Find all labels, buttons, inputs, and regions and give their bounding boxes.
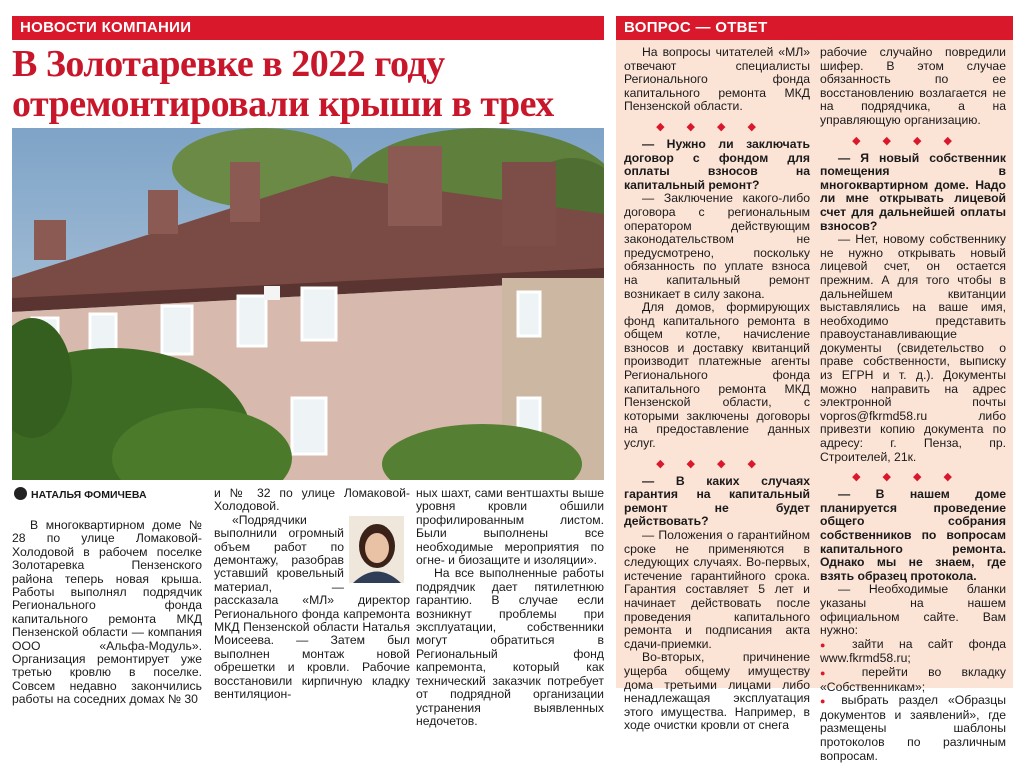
qa-column-right (820, 46, 1006, 763)
answer-2-continuation: рабочие случайно повредили шифер. В этом случае обязанность по ее восстановлению возлагается не на подрядчика, а на управляющую организацию. (820, 45, 1006, 127)
list-item: ● выбрать раздел «Образцы документов и заявлений», где размещены шаблоны протоколов по различным вопросам. (820, 693, 1006, 763)
divider-diamonds: ◆◆◆◆ (852, 134, 974, 147)
list-item: ● перейти во вкладку «Собственникам»; (820, 664, 1006, 694)
section-rubric-company-news: НОВОСТИ КОМПАНИИ (12, 16, 604, 40)
author-name: НАТАЛЬЯ ФОМИЧЕВА (31, 489, 147, 501)
answer-3: — Нет, новому собственнику не нужно открывать новый лицевой счет, он остается прежним. А для того чтобы в дальнейшем квитанции выставлялись на ваше имя, необходимо представить правоустанавливающие документы (свидетельство о праве собственности, выписку из ЕГРН и т. д.). Документы можно направить на адрес электронной почты vopros@fkrmd58.ru либо привезти копию документа по адресу: г. Пенза, пр. Строителей, 21к. (820, 232, 1006, 464)
article-paragraph: В многоквартирном доме № 28 по улице Ломаковой-Холодовой в рабочем поселке Золотаревка Пензенского района теперь новая крыша. Работы выполнял подрядчик Регионального фонда капитального ремонта МКД Пензенской области — компания ООО «Альфа-Модуль». Организация ремонтирует уже третью кровлю в поселке. Совсем недавно закончились работы на соседних домах № 30 (12, 518, 202, 707)
bullet-icon: ● (820, 639, 852, 650)
divider-diamonds: ◆◆◆◆ (656, 120, 778, 133)
qa-column-left (624, 46, 810, 733)
question-3: — Я новый собственник помещения в многоквартирном доме. Надо ли мне открывать лицевой счет для дальнейшей оплаты взносов? (820, 150, 1006, 233)
author-icon (14, 487, 27, 500)
list-item: ● зайти на сайт фонда www.fkrmd58.ru; (820, 636, 1007, 666)
qa-intro: На вопросы читателей «МЛ» отвечают специалисты Регионального фонда капитального ремонта МКД Пензенской области. (624, 45, 810, 114)
answer-2-paragraph: Во-вторых, причинение ущерба общему имуществу дома третьими лицами либо ненадлежащая эксплуатация этого имущества. Например, в ходе очистки кровли от снега (624, 650, 810, 733)
answer-1-paragraph: — Заключение какого-либо договора с региональным оператором действующим законодательством не предусмотрено, поскольку обязанность по уплате взноса на капитальный ремонт возникает в силу закона. (624, 191, 810, 301)
bullet-icon: ● (820, 667, 862, 678)
answer-4: — Необходимые бланки указаны на нашем официальном сайте. Вам нужно: (820, 582, 1006, 638)
question-1: — Нужно ли заключать договор с фондом для оплаты взносов на капитальный ремонт? (624, 136, 810, 192)
article-column-3 (416, 487, 604, 728)
byline (14, 487, 204, 503)
headline-line-2: отремонтировали крыши в трех (12, 83, 554, 125)
answer-2-paragraph: — Положения о гарантийном сроке не применяются в следующих случаях. Во-первых, истечение гарантийного срока. Гарантия составляет 5 лет и начинает действовать после проведения капитального ремонта и подписания акта сдачи-приемки. (624, 528, 810, 651)
article-paragraph: ных шахт, сами вентшахты выше уровня кровли обшили профилированным листом. Были выполнены все необходимые мероприятия по огне- и биозащите и изоляции». (416, 486, 604, 568)
answer-1-paragraph: Для домов, формирующих фонд капитального ремонта в общем котле, начисление взносов и доставку квитанций производит платежные агенты Регионального фонда капитального ремонта МКД Пензенской области, с которыми заключены договоры на предоставление данных услуг. (624, 300, 810, 451)
portrait-illustration (349, 516, 404, 583)
article-paragraph: и № 32 по улице Ломаковой-Холодовой. (214, 486, 410, 514)
bullet-icon: ● (820, 696, 842, 707)
article-paragraph: «Подрядчики выполнили огромный объем работ по демонтажу, разобрав уставший кровельный материал, — рассказала «МЛ» директор Регионального фонда капремонта МКД Пензенской области Наталья Моисеева. — Затем был выполнен монтаж новой обрешетки и кровли. Рабочие восстановили кирпичную кладку вентиляцион- (214, 512, 410, 702)
section-rubric-qa: ВОПРОС — ОТВЕТ (616, 16, 1013, 40)
divider-diamonds: ◆◆◆◆ (852, 471, 974, 484)
article-paragraph: На все выполненные работы подрядчик дает пятилетнюю гарантию. В случае если возникнут проблемы при эксплуатации, собственники могут обратиться в Региональный фонд капремонта, который как технический заказчик потребует от подрядной организации устранения выявленных недочетов. (416, 566, 604, 728)
divider-diamonds: ◆◆◆◆ (656, 457, 778, 470)
article-column-1 (12, 519, 202, 707)
question-2: — В каких случаях гарантия на капитальный ремонт не будет действовать? (624, 473, 810, 529)
house-photo (12, 128, 604, 480)
headline-line-1: В Золотаревке в 2022 году (12, 43, 445, 85)
house-illustration (12, 128, 604, 480)
director-portrait (349, 516, 404, 583)
question-4: — В нашем доме планируется проведение общего собрания собственников по вопросам капитального ремонта. Однако мы не знаем, где взять образец протокола. (820, 487, 1006, 583)
